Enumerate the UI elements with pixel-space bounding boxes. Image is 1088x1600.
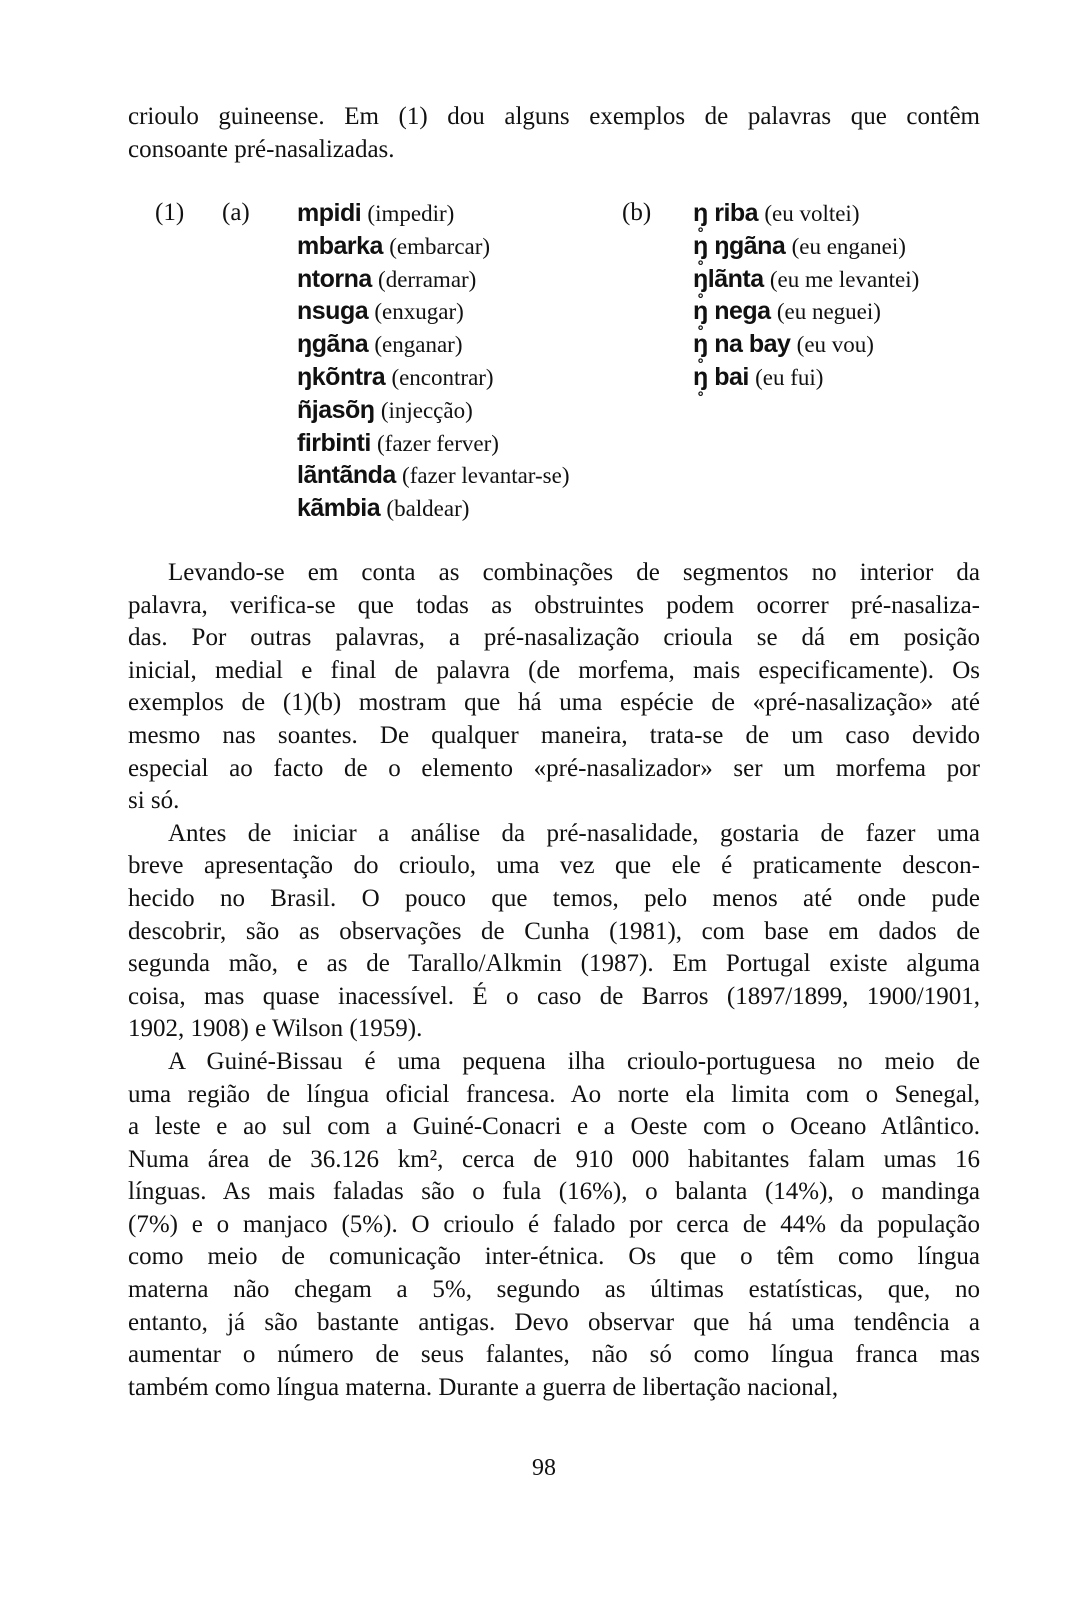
example-word: mbarka — [297, 231, 383, 260]
example-gloss: (derramar) — [378, 266, 477, 292]
example-item — [297, 361, 569, 394]
example-item — [693, 295, 919, 328]
example-gloss: (eu fui) — [755, 364, 824, 390]
example-item — [297, 328, 569, 361]
text-line: Levando-se em conta as combinações de segmentos no interior da — [168, 559, 980, 586]
example-item — [297, 459, 569, 492]
intro-paragraph — [128, 101, 980, 166]
text-line: Antes de iniciar a análise da pré-nasalidade, gostaria de fazer uma — [168, 819, 980, 847]
example-gloss: (fazer ferver) — [377, 430, 499, 456]
example-word: ŋgãna — [297, 330, 369, 359]
text-line: mesmo nas soantes. De qualquer maneira, trata-se de um caso devido — [128, 721, 980, 749]
text-line: (7%) e o manjaco (5%). O crioulo é falado por cerca de 44% da população — [128, 1210, 980, 1238]
paragraph — [128, 557, 980, 818]
text-line: uma região de língua oficial francesa. Ao norte ela limita com o Senegal, — [128, 1080, 980, 1108]
text-line: Numa área de 36.126 km², cerca de 910 000 habitantes falam umas 16 — [128, 1145, 980, 1173]
example-item — [297, 394, 569, 427]
text-line: a leste e ao sul com a Guiné-Conacri e a Oeste com o Oceano Atlântico. — [128, 1113, 980, 1141]
text-line: palavra, verifica-se que todas as obstruintes podem ocorrer pré-nasaliza- — [128, 591, 980, 619]
example-list-b — [693, 197, 919, 394]
text-line: coisa, mas quase inacessível. É o caso de Barros (1897/1899, 1900/1901, — [128, 982, 980, 1010]
text-line: si só. — [128, 787, 180, 815]
example-item — [693, 361, 919, 394]
text-line: como meio de comunicação inter-étnica. Os que o têm como língua — [128, 1243, 980, 1271]
example-gloss: (eu neguei) — [776, 299, 881, 325]
example-word: ñjasõŋ — [297, 395, 375, 424]
example-a-label: (a) — [222, 199, 250, 226]
text-line: consoante pré-nasalizadas. — [128, 135, 395, 163]
example-b-label: (b) — [622, 199, 652, 226]
paragraph — [128, 1046, 980, 1405]
example-word: ŋ̥ bai — [693, 362, 749, 391]
example-gloss: (impedir) — [367, 201, 455, 226]
text-line: das. Por outras palavras, a pré-nasalização crioula se dá em posição — [128, 624, 980, 652]
text-line: também como língua materna. Durante a guerra de libertação nacional, — [128, 1373, 839, 1401]
text-line: crioulo guineense. Em (1) dou alguns exemplos de palavras que contêm — [128, 103, 980, 130]
text-line: materna não chegam a 5%, segundo as últimas estatísticas, que, no — [128, 1276, 980, 1304]
example-gloss: (embarcar) — [389, 233, 491, 259]
example-item — [297, 427, 569, 460]
text-line: breve apresentação do crioulo, uma vez que ele é praticamente descon- — [128, 852, 980, 880]
text-line: especial ao facto de o elemento «pré-nasalizador» ser um morfema por — [128, 754, 980, 782]
example-number: (1) — [155, 199, 185, 226]
text-line: A Guiné-Bissau é uma pequena ilha crioulo-portuguesa no meio de — [168, 1047, 980, 1075]
example-gloss: (fazer levantar-se) — [402, 463, 570, 489]
example-item — [297, 492, 569, 525]
example-item — [297, 263, 569, 296]
example-item — [693, 328, 919, 361]
example-word: firbinti — [297, 428, 371, 457]
example-word: lãntãnda — [297, 461, 396, 490]
example-gloss: (eu voltei) — [764, 201, 860, 226]
example-word: ŋ̥ ŋgãna — [693, 231, 786, 260]
text-line: segunda mão, e as de Tarallo/Alkmin (1987). Em Portugal existe alguma — [128, 950, 980, 978]
text-line: 1902, 1908) e Wilson (1959). — [128, 1015, 423, 1043]
example-gloss: (injecção) — [380, 397, 473, 423]
example-word: kãmbia — [297, 494, 381, 523]
text-line: entanto, já são bastante antigas. Devo observar que há uma tendência a — [128, 1308, 980, 1336]
example-gloss: (eu enganei) — [791, 233, 906, 259]
example-item — [297, 197, 569, 230]
text-line: inicial, medial e final de palavra (de morfema, mais especificamente). Os — [128, 656, 980, 684]
example-gloss: (eu vou) — [796, 332, 874, 358]
example-item — [297, 295, 569, 328]
example-word: ŋ̥lãnta — [693, 264, 764, 293]
example-gloss: (enxugar) — [374, 299, 464, 325]
text-line: línguas. As mais faladas são o fula (16%), o balanta (14%), o mandinga — [128, 1178, 980, 1206]
example-word: ŋ̥ riba — [693, 199, 759, 227]
example-list-a — [297, 197, 569, 525]
example-word: ŋkõntra — [297, 362, 386, 391]
page-number: 98 — [532, 1455, 556, 1481]
example-gloss: (eu me levantei) — [769, 266, 920, 292]
example-word: ntorna — [297, 264, 372, 293]
example-gloss: (enganar) — [374, 332, 463, 358]
example-word: nsuga — [297, 297, 369, 326]
example-item — [297, 230, 569, 263]
example-item — [693, 197, 919, 230]
paragraph — [128, 818, 980, 1046]
example-item — [693, 230, 919, 263]
text-line: aumentar o número de seus falantes, não só como língua franca mas — [128, 1341, 980, 1369]
example-word: ŋ̥ na bay — [693, 330, 791, 359]
body-text — [128, 557, 980, 1404]
example-word: ŋ̥ nega — [693, 297, 771, 326]
example-word: mpidi — [297, 199, 362, 227]
text-line: hecido no Brasil. O pouco que temos, pelo menos até onde pude — [128, 884, 980, 912]
text-line: descobrir, são as observações de Cunha (1981), com base em dados de — [128, 917, 980, 945]
example-gloss: (encontrar) — [391, 364, 494, 390]
text-line: exemplos de (1)(b) mostram que há uma espécie de «pré-nasalização» até — [128, 689, 980, 717]
example-gloss: (baldear) — [386, 496, 470, 522]
example-item — [693, 263, 919, 296]
